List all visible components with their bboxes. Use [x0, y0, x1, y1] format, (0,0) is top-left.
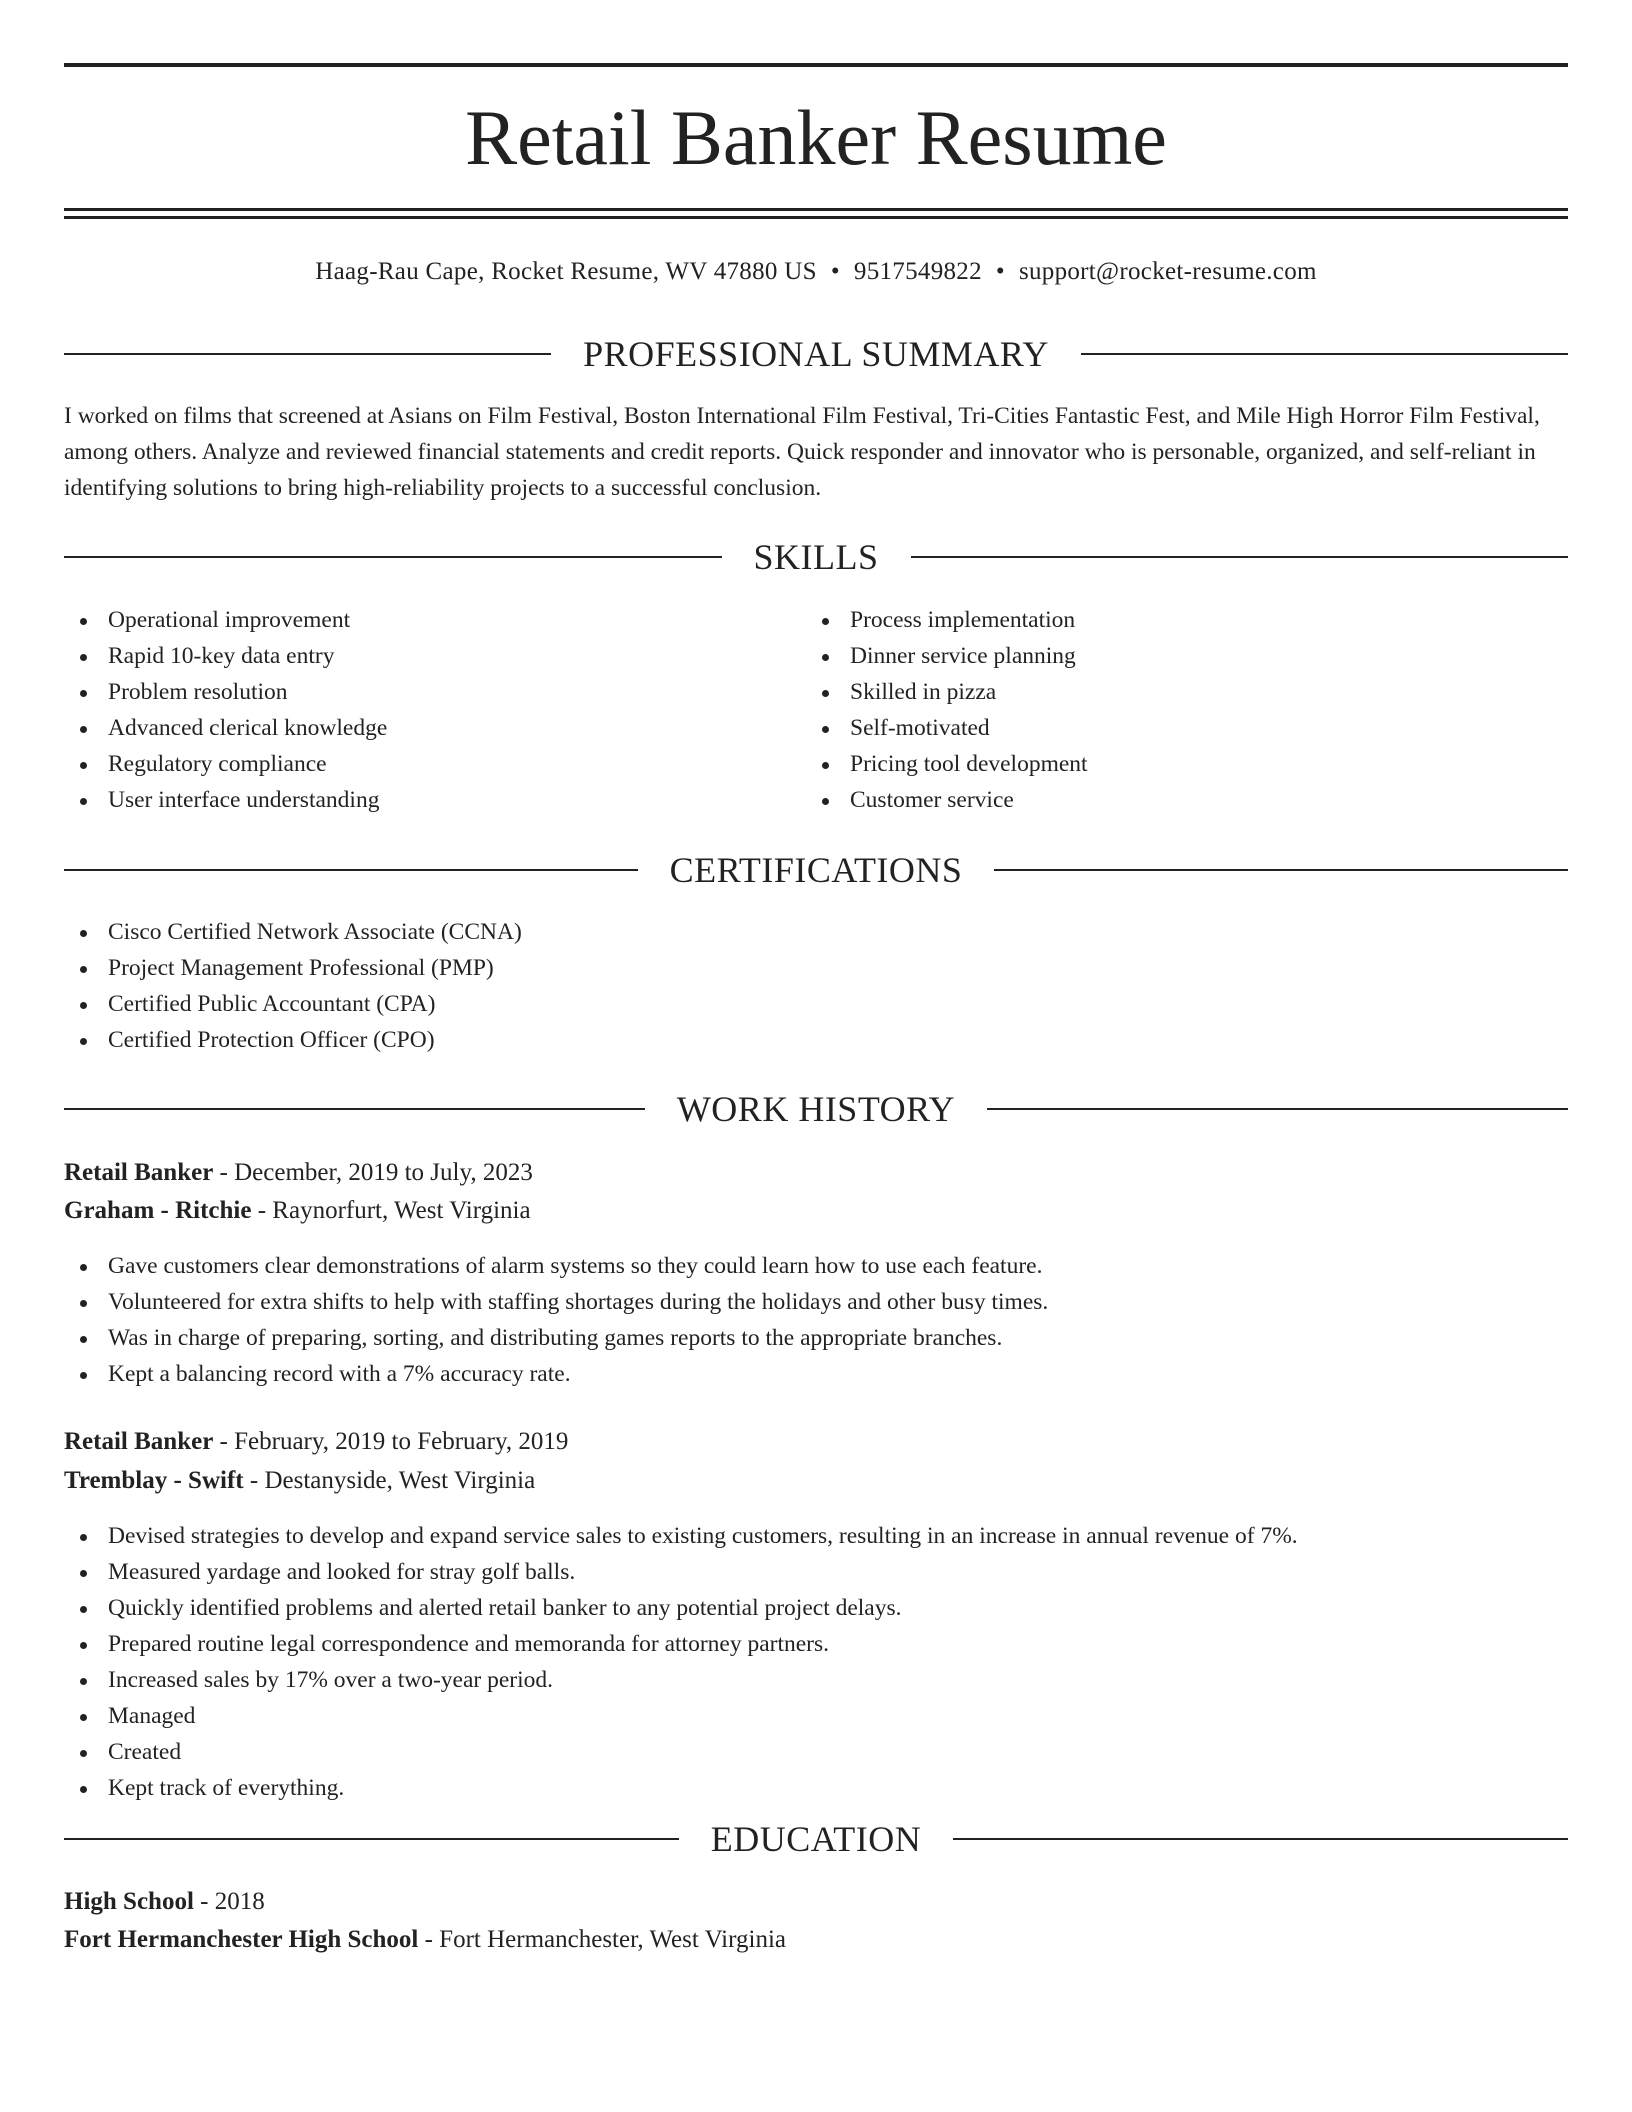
- job-bullet: Managed: [64, 1698, 1568, 1734]
- skills-list-right: [806, 602, 1546, 818]
- contact-line: [64, 254, 1568, 290]
- contact-phone: 9517549822: [853, 258, 982, 285]
- education-degree-line: [64, 1883, 265, 1921]
- job-title-line: [64, 1154, 533, 1192]
- job-dates: - February, 2019 to February, 2019: [219, 1428, 569, 1455]
- skill-item: Regulatory compliance: [64, 746, 804, 782]
- job-bullet: Increased sales by 17% over a two-year period.: [64, 1662, 1568, 1698]
- job-bullet: Prepared routine legal correspondence and memoranda for attorney partners.: [64, 1626, 1568, 1662]
- section-title: EDUCATION: [710, 1819, 922, 1859]
- job-bullet: Was in charge of preparing, sorting, and distributing games reports to the appropriate branches.: [64, 1320, 1568, 1356]
- section-title: CERTIFICATIONS: [669, 850, 963, 890]
- job-bullet: Created: [64, 1734, 1568, 1770]
- heading-rule: [64, 1838, 679, 1840]
- skill-item: User interface understanding: [64, 782, 804, 818]
- certification-item: Certified Protection Officer (CPO): [64, 1022, 1568, 1058]
- certification-item: Certified Public Accountant (CPA): [64, 986, 1568, 1022]
- contact-separator: •: [995, 258, 1005, 285]
- certifications-list: [64, 914, 1568, 1058]
- heading-rule: [1081, 353, 1568, 355]
- job-title: Retail Banker: [64, 1428, 214, 1455]
- job-company: Graham - Ritchie: [64, 1197, 252, 1224]
- heading-rule: [953, 1838, 1568, 1840]
- job-bullet: Kept track of everything.: [64, 1770, 1568, 1806]
- section-title: PROFESSIONAL SUMMARY: [583, 334, 1049, 374]
- job-location: - Destanyside, West Virginia: [249, 1467, 536, 1494]
- job-company-line: [64, 1192, 531, 1230]
- title-rule-lower: [64, 216, 1568, 219]
- job-bullet: Gave customers clear demonstrations of alarm systems so they could learn how to use each feature.: [64, 1248, 1568, 1284]
- skill-item: Advanced clerical knowledge: [64, 710, 804, 746]
- skill-item: Customer service: [806, 782, 1546, 818]
- job-bullet: Measured yardage and looked for stray golf balls.: [64, 1554, 1568, 1590]
- section-heading-education: [64, 1817, 1568, 1861]
- job-bullets: [64, 1518, 1568, 1806]
- skill-item: Skilled in pizza: [806, 674, 1546, 710]
- job-company: Tremblay - Swift: [64, 1467, 244, 1494]
- education-location: - Fort Hermanchester, West Virginia: [424, 1926, 786, 1953]
- skills-list-left: [64, 602, 804, 818]
- job-bullets: [64, 1248, 1568, 1392]
- heading-rule: [64, 1108, 645, 1110]
- skill-item: Process implementation: [806, 602, 1546, 638]
- heading-rule: [64, 556, 722, 558]
- skill-item: Self-motivated: [806, 710, 1546, 746]
- section-heading-work-history: [64, 1087, 1568, 1131]
- heading-rule: [64, 353, 551, 355]
- job-title: Retail Banker: [64, 1159, 214, 1186]
- job-title-line: [64, 1423, 568, 1461]
- title-rule-upper: [64, 208, 1568, 211]
- job-bullet: Devised strategies to develop and expand service sales to existing customers, resulting in an increase in annual revenue of 7%.: [64, 1518, 1568, 1554]
- heading-rule: [911, 556, 1569, 558]
- skill-item: Rapid 10-key data entry: [64, 638, 804, 674]
- education-degree: High School: [64, 1888, 194, 1915]
- education-school-line: [64, 1921, 786, 1959]
- skill-item: Pricing tool development: [806, 746, 1546, 782]
- contact-address: Haag-Rau Cape, Rocket Resume, WV 47880 US: [315, 258, 817, 285]
- job-bullet: Kept a balancing record with a 7% accuracy rate.: [64, 1356, 1568, 1392]
- education-school: Fort Hermanchester High School: [64, 1926, 419, 1953]
- page-title: Retail Banker Resume: [465, 94, 1167, 181]
- section-title: WORK HISTORY: [676, 1089, 956, 1129]
- contact-email: support@rocket-resume.com: [1018, 258, 1317, 285]
- section-heading-skills: [64, 535, 1568, 579]
- education-year: - 2018: [200, 1888, 265, 1915]
- section-heading-summary: [64, 332, 1568, 376]
- section-heading-certifications: [64, 848, 1568, 892]
- job-dates: - December, 2019 to July, 2023: [219, 1159, 533, 1186]
- heading-rule: [994, 869, 1568, 871]
- contact-separator: •: [830, 258, 840, 285]
- job-bullet: Volunteered for extra shifts to help with staffing shortages during the holidays and other busy times.: [64, 1284, 1568, 1320]
- skill-item: Problem resolution: [64, 674, 804, 710]
- summary-text: I worked on films that screened at Asians on Film Festival, Boston International Film Festival, Tri-Cities Fantastic Fest, and Mile High Horror Film Festival, among others. Analyze and reviewed financial statements and credit reports. Quick responder and innovator who is personable, organized, and self-reliant in identifying solutions to bring high-reliability projects to a successful conclusion.: [64, 403, 1540, 501]
- job-location: - Raynorfurt, West Virginia: [257, 1197, 531, 1224]
- certification-item: Cisco Certified Network Associate (CCNA): [64, 914, 1568, 950]
- heading-rule: [64, 869, 638, 871]
- job-company-line: [64, 1462, 535, 1500]
- top-rule: [64, 63, 1568, 67]
- certification-item: Project Management Professional (PMP): [64, 950, 1568, 986]
- skill-item: Dinner service planning: [806, 638, 1546, 674]
- heading-rule: [987, 1108, 1568, 1110]
- section-title: SKILLS: [753, 537, 879, 577]
- job-bullet: Quickly identified problems and alerted retail banker to any potential project delays.: [64, 1590, 1568, 1626]
- skill-item: Operational improvement: [64, 602, 804, 638]
